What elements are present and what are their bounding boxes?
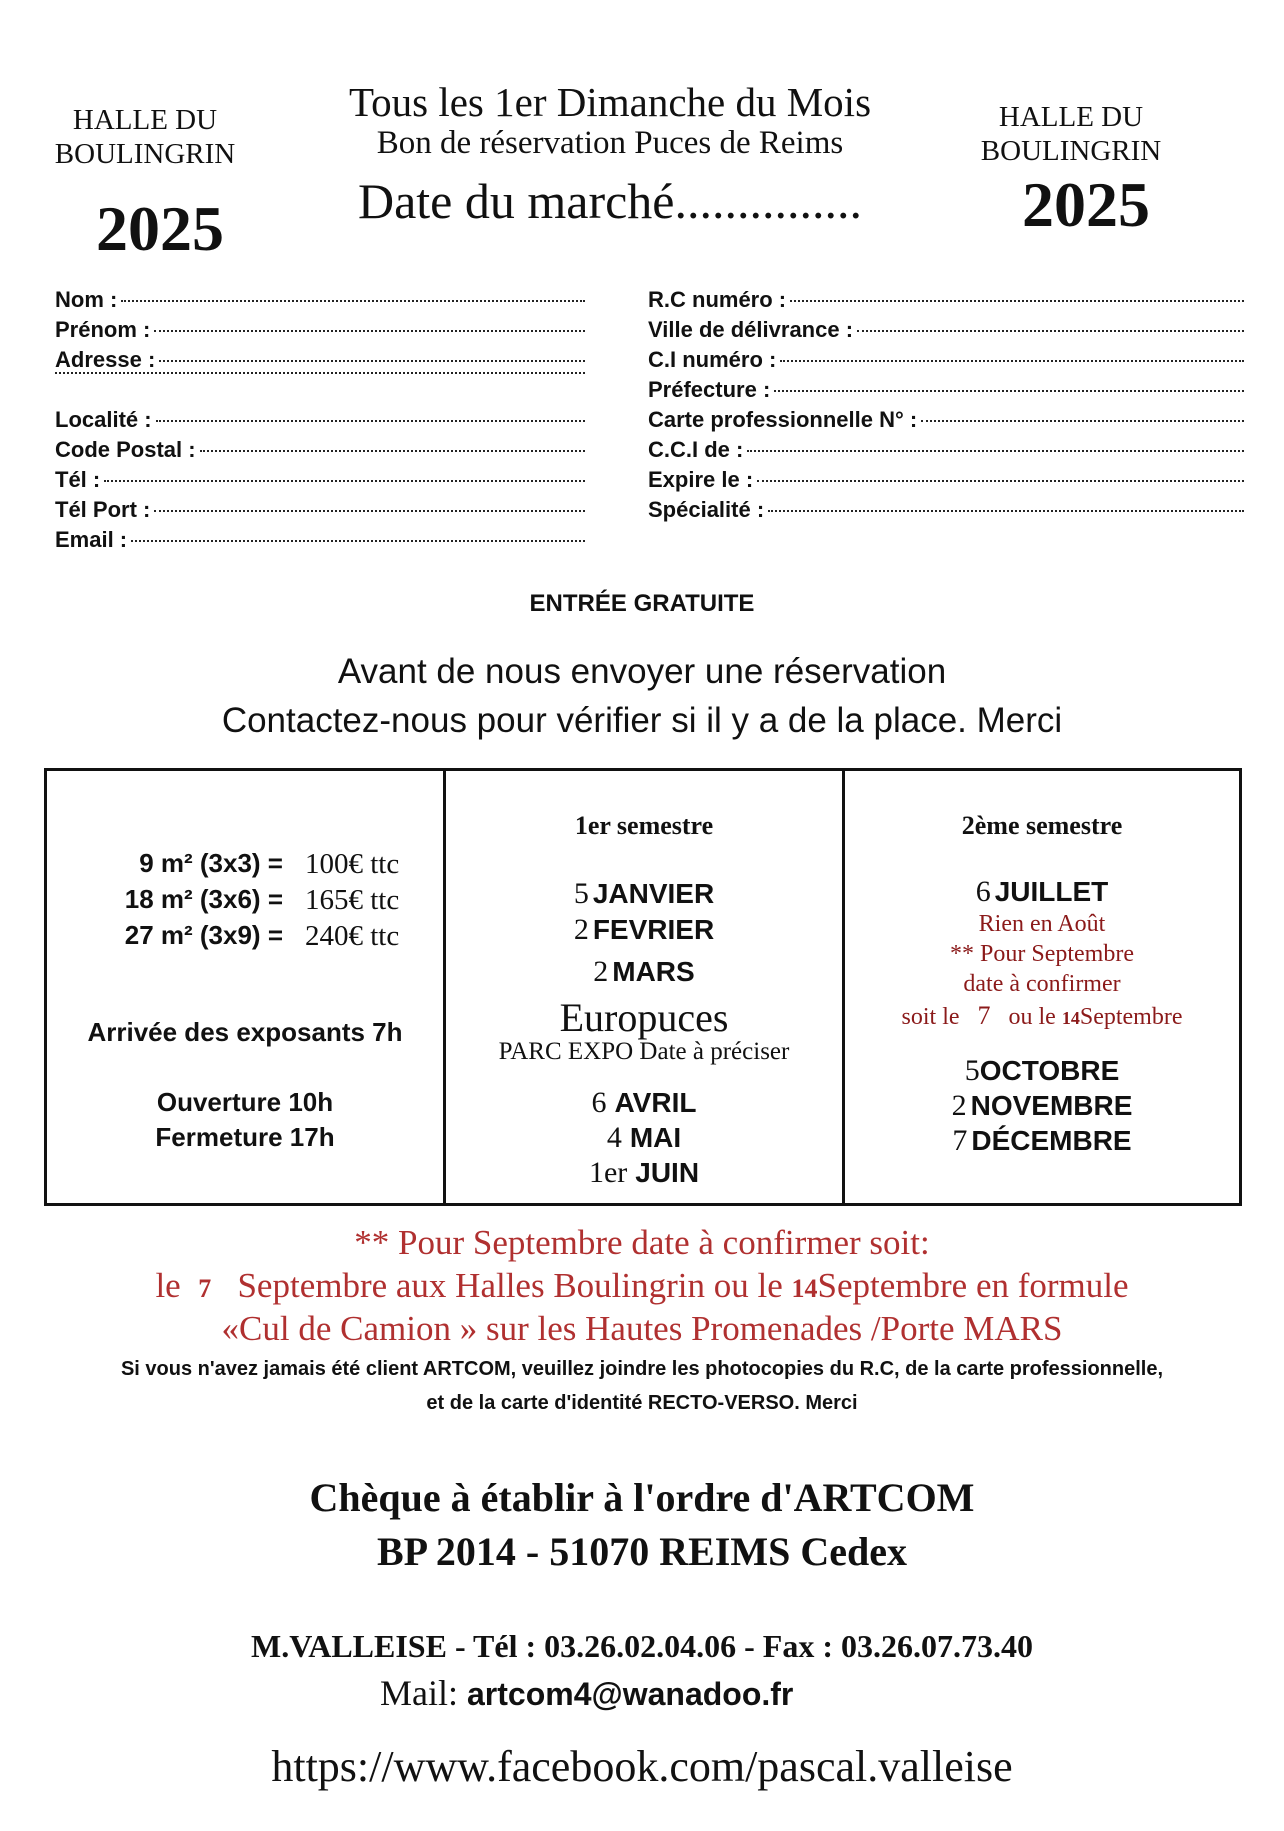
date-item: 4 MAI	[606, 1121, 682, 1154]
form-field-adresse[interactable]: Adresse :	[55, 347, 585, 377]
parc-expo-note: PARC EXPO Date à préciser	[498, 1038, 790, 1065]
page-subtitle: Bon de réservation Puces de Reims	[376, 125, 844, 161]
form-field-prenom[interactable]: Prénom :	[55, 317, 585, 347]
right-year: 2025	[1022, 169, 1150, 240]
semester-1-column	[443, 771, 842, 1203]
semester-1-title: 1er semestre	[574, 811, 714, 840]
form-field-ville-delivrance[interactable]: Ville de délivrance :	[648, 317, 1244, 347]
europuces-label: Europuces	[559, 995, 729, 1040]
right-hall-line1: HALLE DU	[998, 101, 1144, 133]
form-field-rc-numero[interactable]: R.C numéro :	[648, 287, 1244, 317]
facebook-link[interactable]: https://www.facebook.com/pascal.valleise	[271, 1742, 1013, 1791]
september-note-line-2: le 7 Septembre aux Halles Boulingrin ou le 14Septembre en formule	[155, 1266, 1129, 1305]
contact-line: M.VALLEISE - Tél : 03.26.02.04.06 - Fax : 03.26.07.73.40	[251, 1628, 1033, 1664]
date-item: 7 DÉCEMBRE	[952, 1124, 1132, 1157]
september-note-1: ** Pour Septembre	[950, 941, 1134, 967]
date-item: 5 JANVIER	[573, 877, 715, 910]
form-field-expire[interactable]: Expire le :	[648, 467, 1244, 497]
client-note-line-1: Si vous n'avez jamais été client ARTCOM, veuillez joindre les photocopies du R.C, de la carte professionnelle,	[120, 1358, 1164, 1380]
notice-line-2: Contactez-nous pour vérifier si il y a de la place. Merci	[221, 701, 1063, 740]
closing-time: Fermeture 17h	[155, 1122, 335, 1152]
date-item: 2 NOVEMBRE	[951, 1089, 1133, 1122]
mail-link[interactable]: artcom4@wanadoo.fr	[467, 1676, 794, 1712]
form-field-cci[interactable]: C.C.I de :	[648, 437, 1244, 467]
date-item: 6 JUILLET	[975, 875, 1109, 908]
form-right-column	[648, 287, 1244, 527]
cheque-line-2: BP 2014 - 51070 REIMS Cedex	[377, 1529, 907, 1574]
date-item: 5OCTOBRE	[964, 1054, 1120, 1087]
right-hall-name	[966, 100, 1176, 168]
september-note-3: soit le 7 ou le 14Septembre	[901, 1001, 1183, 1030]
left-hall-line1: HALLE DU	[72, 104, 218, 136]
left-hall-line2: BOULINGRIN	[54, 138, 236, 170]
form-field-specialite[interactable]: Spécialité :	[648, 497, 1244, 527]
form-field-localite[interactable]: Localité :	[55, 407, 585, 437]
opening-time: Ouverture 10h	[156, 1087, 334, 1117]
form-field-prefecture[interactable]: Préfecture :	[648, 377, 1244, 407]
form-field-nom[interactable]: Nom :	[55, 287, 585, 317]
semester-2-column	[842, 771, 1239, 1203]
mail-line	[380, 1672, 793, 1714]
semester-2-title: 2ème semestre	[961, 811, 1123, 840]
form-field-email[interactable]: Email :	[55, 527, 585, 557]
free-entry-label: ENTRÉE GRATUITE	[529, 590, 755, 617]
client-note-line-2: et de la carte d'identité RECTO-VERSO. Merci	[426, 1392, 858, 1414]
date-item: 6 AVRIL	[591, 1086, 697, 1119]
form-field-ci-numero[interactable]: C.I numéro :	[648, 347, 1244, 377]
prices-column: 9 m² (3x3) = 100€ ttc 18 m² (3x6) = 165€ ttc 27 m² (3x9) = 240€ ttc Arrivée des exposants 7h Ouverture 10h Fermeture 17h	[47, 771, 443, 1203]
form-field-tel-port[interactable]: Tél Port :	[55, 497, 585, 527]
left-hall-name	[40, 103, 250, 171]
form-field-code-postal[interactable]: Code Postal :	[55, 437, 585, 467]
mail-label: Mail:	[380, 1673, 458, 1713]
september-note-line-3: «Cul de Camion » sur les Hautes Promenades /Porte MARS	[221, 1309, 1063, 1348]
date-item: 2 FEVRIER	[573, 913, 715, 946]
date-item: 1er JUIN	[588, 1156, 700, 1189]
form-field-carte-pro[interactable]: Carte professionnelle N° :	[648, 407, 1244, 437]
notice-line-1: Avant de nous envoyer une réservation	[337, 652, 947, 691]
right-hall-line2: BOULINGRIN	[980, 135, 1162, 167]
august-note: Rien en Août	[978, 911, 1106, 937]
schedule-table	[44, 768, 1242, 1206]
arrival-time: Arrivée des exposants 7h	[87, 1017, 403, 1047]
form-field-tel[interactable]: Tél :	[55, 467, 585, 497]
page-title: Tous les 1er Dimanche du Mois	[348, 79, 872, 125]
september-note-line-1: ** Pour Septembre date à confirmer soit:	[354, 1223, 930, 1262]
market-date-line: Date du marché...............	[357, 173, 862, 229]
form-field-adresse-2[interactable]	[55, 377, 585, 407]
september-note-2: date à confirmer	[963, 971, 1121, 997]
cheque-line-1: Chèque à établir à l'ordre d'ARTCOM	[309, 1475, 975, 1520]
left-year: 2025	[96, 193, 224, 264]
form-left-column	[55, 287, 585, 557]
date-item: 2 MARS	[593, 955, 695, 988]
